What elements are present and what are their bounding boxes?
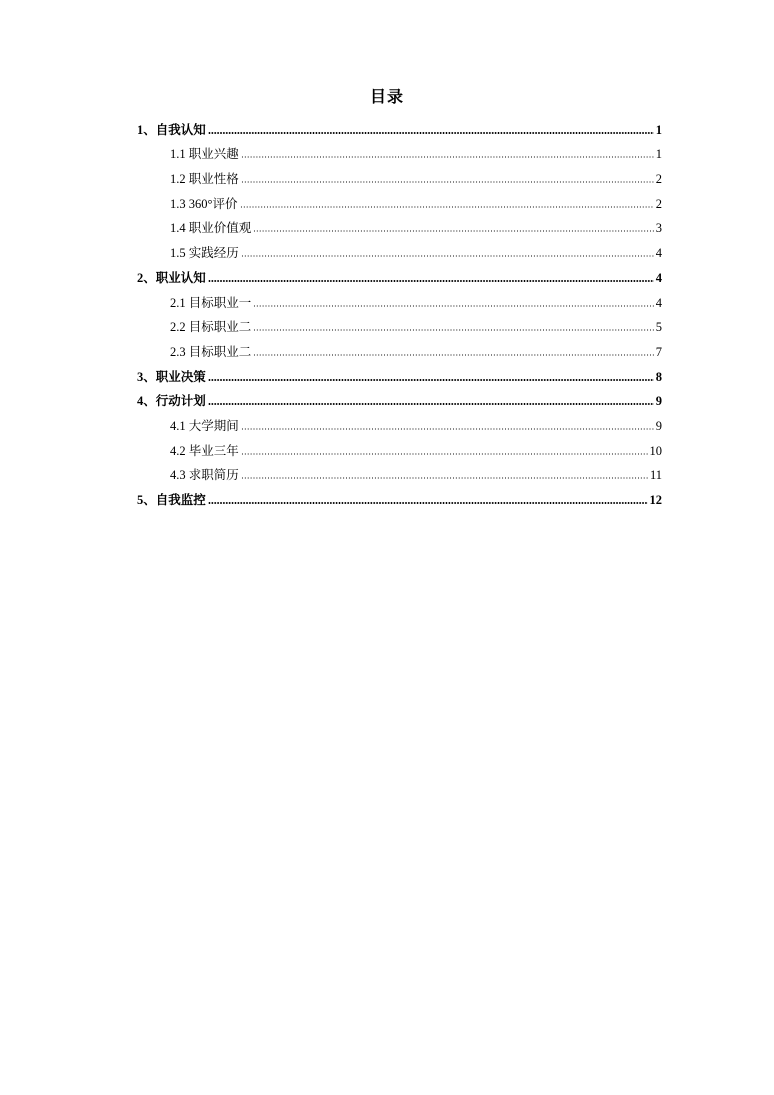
- toc-dot-leader: [208, 279, 654, 283]
- toc-entry-label: 1.5 实践经历: [170, 246, 239, 261]
- toc-entry-page: 11: [649, 468, 662, 483]
- toc-entry[interactable]: [137, 434, 662, 459]
- toc-entry-page: 2: [655, 196, 662, 211]
- toc-entry-label: 5、自我监控: [137, 493, 206, 507]
- toc-entry-label: 4.2 毕业三年: [170, 443, 239, 458]
- toc-entry-label: 1、自我认知: [137, 122, 206, 137]
- toc-entry-page: 1: [655, 122, 662, 137]
- toc-entry-page: 9: [655, 418, 662, 433]
- toc-entry-page: 4: [655, 246, 662, 261]
- toc-entry[interactable]: [137, 113, 662, 138]
- toc-entry-page: 10: [649, 443, 662, 458]
- toc-entry-label: 2、职业认知: [137, 270, 206, 285]
- toc-entry[interactable]: [137, 187, 662, 212]
- toc-entry-page: 7: [655, 344, 662, 359]
- toc-entry[interactable]: [137, 459, 662, 484]
- toc-dot-leader: [253, 229, 653, 233]
- toc-dot-leader: [208, 378, 654, 382]
- toc-dot-leader: [253, 328, 653, 332]
- toc-entry-page: 9: [655, 394, 662, 409]
- toc-entry-label: 2.2 目标职业二: [170, 320, 252, 335]
- toc-title: 目录: [369, 89, 404, 106]
- toc-dot-leader: [241, 254, 654, 258]
- toc-entry-label: 2.1 目标职业一: [170, 295, 252, 310]
- toc-entry[interactable]: [137, 409, 662, 434]
- toc-entry[interactable]: [137, 236, 662, 261]
- toc-dot-leader: [208, 402, 654, 406]
- toc-entry[interactable]: [137, 286, 662, 311]
- toc-list: [137, 113, 662, 508]
- toc-dot-leader: [241, 452, 648, 456]
- toc-dot-leader: [241, 427, 654, 431]
- toc-entry[interactable]: [137, 138, 662, 163]
- toc-entry[interactable]: [137, 385, 662, 410]
- toc-entry-label: 4、行动计划: [137, 394, 206, 409]
- toc-entry-label: 4.1 大学期间: [170, 418, 239, 433]
- toc-dot-leader: [241, 180, 654, 184]
- toc-entry-label: 2.3 目标职业二: [170, 344, 252, 359]
- toc-entry-label: 1.1 职业兴趣: [170, 147, 239, 162]
- toc-entry-page: 1: [655, 147, 662, 162]
- toc-entry[interactable]: [137, 335, 662, 360]
- toc-dot-leader: [253, 353, 653, 357]
- toc-entry-page: 12: [649, 493, 662, 507]
- toc-entry-page: 8: [655, 369, 662, 384]
- toc-dot-leader: [208, 131, 654, 135]
- toc-dot-leader: [240, 205, 654, 209]
- toc-dot-leader: [208, 501, 648, 505]
- toc-entry[interactable]: [137, 212, 662, 237]
- toc-entry-label: 1.3 360°评价: [170, 196, 238, 211]
- toc-entry-page: 4: [655, 270, 662, 285]
- toc-dot-leader: [253, 304, 653, 308]
- toc-entry[interactable]: [137, 261, 662, 286]
- toc-entry-page: 4: [655, 295, 662, 310]
- toc-entry-label: 1.2 职业性格: [170, 172, 239, 187]
- toc-entry[interactable]: [137, 483, 662, 508]
- toc-entry-label: 3、职业决策: [137, 369, 206, 384]
- toc-dot-leader: [241, 476, 648, 480]
- toc-entry[interactable]: [137, 311, 662, 336]
- toc-dot-leader: [241, 155, 654, 159]
- toc-entry[interactable]: [137, 162, 662, 187]
- toc-entry-page: 2: [655, 172, 662, 187]
- toc-entry-label: 4.3 求职简历: [170, 468, 239, 483]
- toc-entry-label: 1.4 职业价值观: [170, 221, 252, 236]
- toc-entry-page: 3: [655, 221, 662, 236]
- toc-entry[interactable]: [137, 360, 662, 385]
- toc-entry-page: 5: [655, 320, 662, 335]
